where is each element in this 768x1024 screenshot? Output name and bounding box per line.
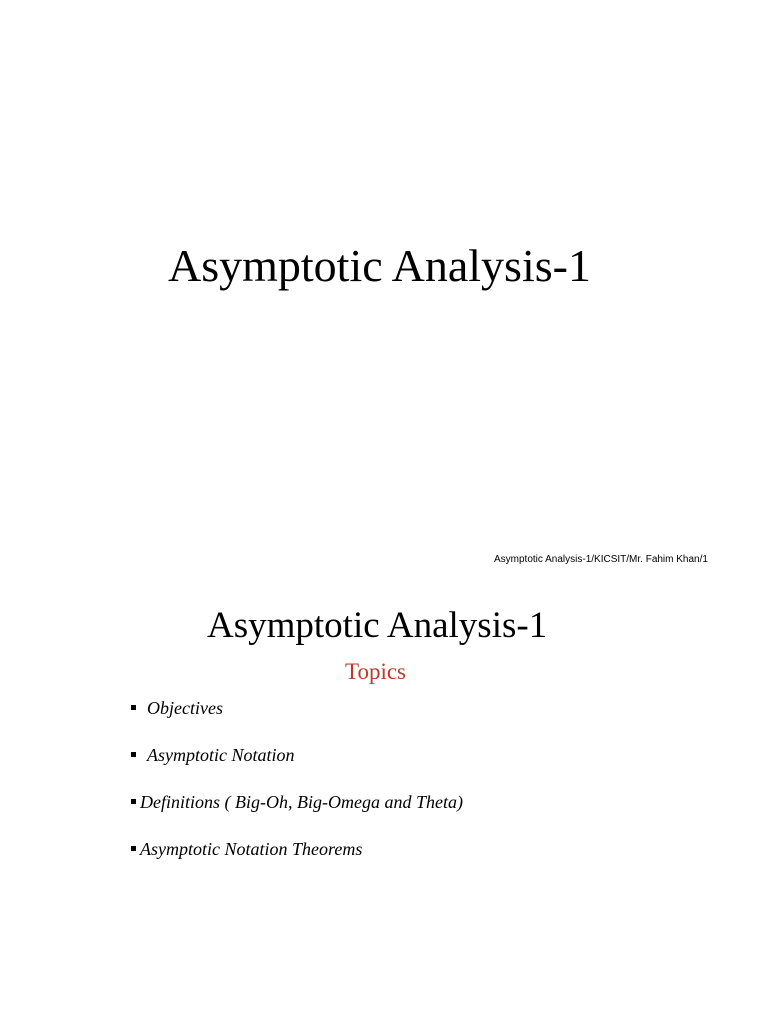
list-item-text: Definitions ( Big-Oh, Big-Omega and Theta) — [140, 792, 463, 812]
list-item — [131, 745, 463, 792]
list-item-text: Asymptotic Notation Theorems — [140, 839, 363, 859]
list-item-text: Asymptotic Notation — [147, 745, 295, 765]
square-bullet-icon — [131, 846, 136, 851]
list-item — [131, 698, 463, 745]
slide1-footer: Asymptotic Analysis-1/KICSIT/Mr. Fahim Khan/1 — [494, 554, 708, 565]
square-bullet-icon — [131, 799, 136, 804]
list-item — [131, 792, 463, 839]
slide2-title: Asymptotic Analysis-1 — [207, 605, 548, 646]
slide2-subtitle: Topics — [345, 659, 406, 684]
list-item-text: Objectives — [147, 698, 223, 718]
slide1-title: Asymptotic Analysis-1 — [168, 240, 591, 291]
square-bullet-icon — [131, 752, 136, 757]
topics-list — [131, 698, 463, 886]
square-bullet-icon — [131, 705, 136, 710]
list-item — [131, 839, 463, 886]
